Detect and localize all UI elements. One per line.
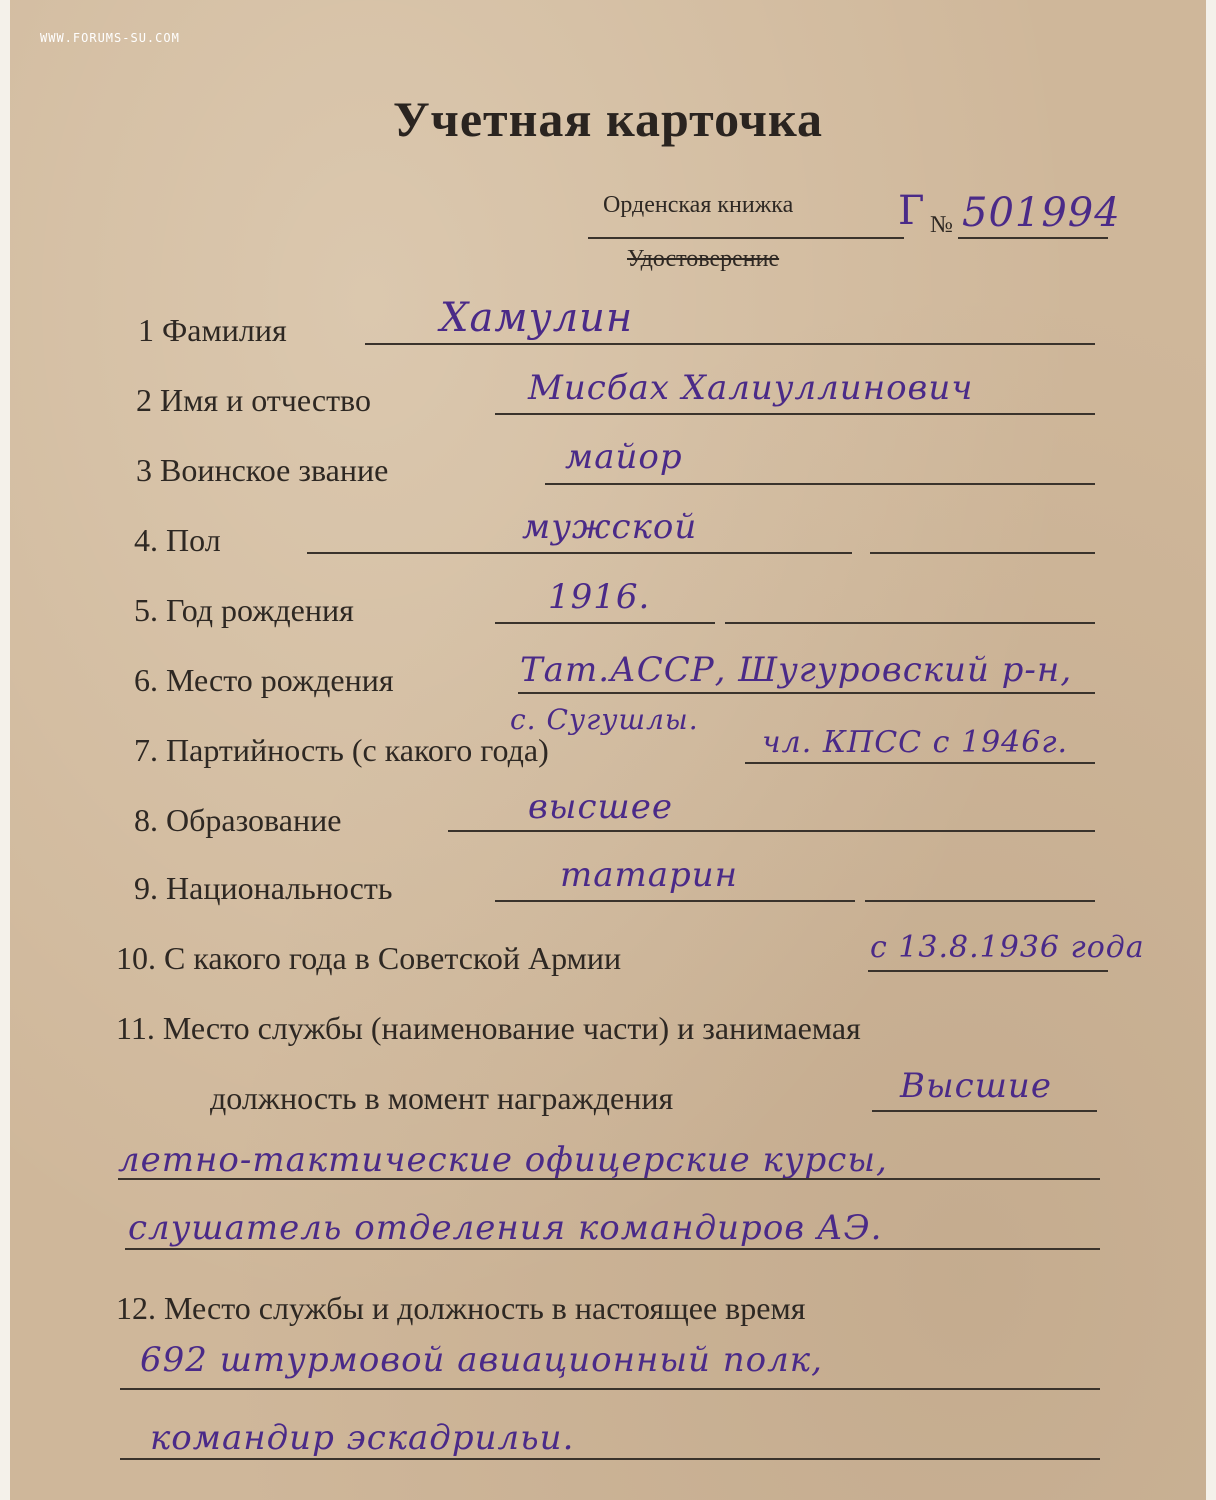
field-5-line-b [725, 622, 1095, 624]
field-3-line [545, 483, 1095, 485]
field-2-line [495, 413, 1095, 415]
field-12-line-1 [120, 1388, 1100, 1390]
field-12-value-1: 692 штурмовой авиационный полк, [140, 1340, 823, 1380]
field-11-line-1 [872, 1110, 1097, 1112]
field-10-label: 10. С какого года в Советской Армии [116, 940, 622, 976]
field-11-label: 11. Место службы (наименование части) и занимаемая [116, 1010, 861, 1046]
order-book-line [588, 237, 904, 239]
field-8-line [448, 830, 1095, 832]
field-11-value-1: Высшие [900, 1066, 1052, 1106]
field-11-line-3 [125, 1248, 1100, 1250]
field-11-value-2: летно-тактические офицерские курсы, [118, 1140, 888, 1180]
field-7-label: 7. Партийность (с какого года) [134, 732, 549, 768]
field-11-value-3: слушатель отделения командиров АЭ. [128, 1208, 883, 1248]
field-4-label: 4. Пол [134, 522, 221, 558]
field-9-line-b [865, 900, 1095, 902]
field-3-value: майор [565, 437, 683, 477]
field-3-label: 3 Воинское звание [136, 452, 389, 488]
field-4-line-a [307, 552, 852, 554]
field-4-value: мужской [522, 507, 698, 547]
field-10-line [868, 970, 1108, 972]
order-book-number: 501994 [962, 190, 1121, 236]
field-8-label: 8. Образование [134, 802, 342, 838]
field-5-line-a [495, 622, 715, 624]
field-11-line-2 [118, 1178, 1100, 1180]
field-2-label: 2 Имя и отчество [136, 382, 371, 418]
field-6-label: 6. Место рождения [134, 662, 394, 698]
field-7-value: чл. КПСС с 1946г. [762, 725, 1069, 760]
field-12-label: 12. Место службы и должность в настоящее время [116, 1290, 806, 1326]
field-6-value: Тат.АССР, Шугуровский р-н, [520, 650, 1073, 690]
certificate-label: Удостоверение [627, 246, 780, 272]
field-2-value: Мисбах Халиуллинович [528, 368, 974, 408]
field-12-line-2 [120, 1458, 1100, 1460]
field-5-value: 1916. [548, 577, 651, 617]
field-11-label-2: должность в момент награждения [210, 1080, 674, 1116]
field-1-value: Хамулин [440, 295, 634, 341]
order-number-line [958, 237, 1108, 239]
order-book-label: Орденская книжка [603, 192, 794, 218]
field-4-line-b [870, 552, 1095, 554]
field-5-label: 5. Год рождения [134, 592, 354, 628]
field-10-value: с 13.8.1936 года [870, 930, 1145, 965]
number-label: № [930, 212, 953, 238]
field-9-line-a [495, 900, 855, 902]
field-9-value: татарин [560, 855, 739, 895]
field-6-line [518, 692, 1095, 694]
field-7-line [745, 762, 1095, 764]
field-12-value-2: командир эскадрильи. [150, 1418, 575, 1458]
field-1-label: 1 Фамилия [138, 312, 287, 348]
order-book-series: Г [898, 188, 926, 234]
field-9-label: 9. Национальность [134, 870, 393, 906]
field-8-value: высшее [528, 787, 673, 827]
document-title: Учетная карточка [392, 91, 824, 147]
field-1-line [365, 343, 1095, 345]
field-6-value-2: с. Сугушлы. [510, 703, 699, 736]
watermark: WWW.FORUMS-SU.COM [40, 31, 180, 45]
